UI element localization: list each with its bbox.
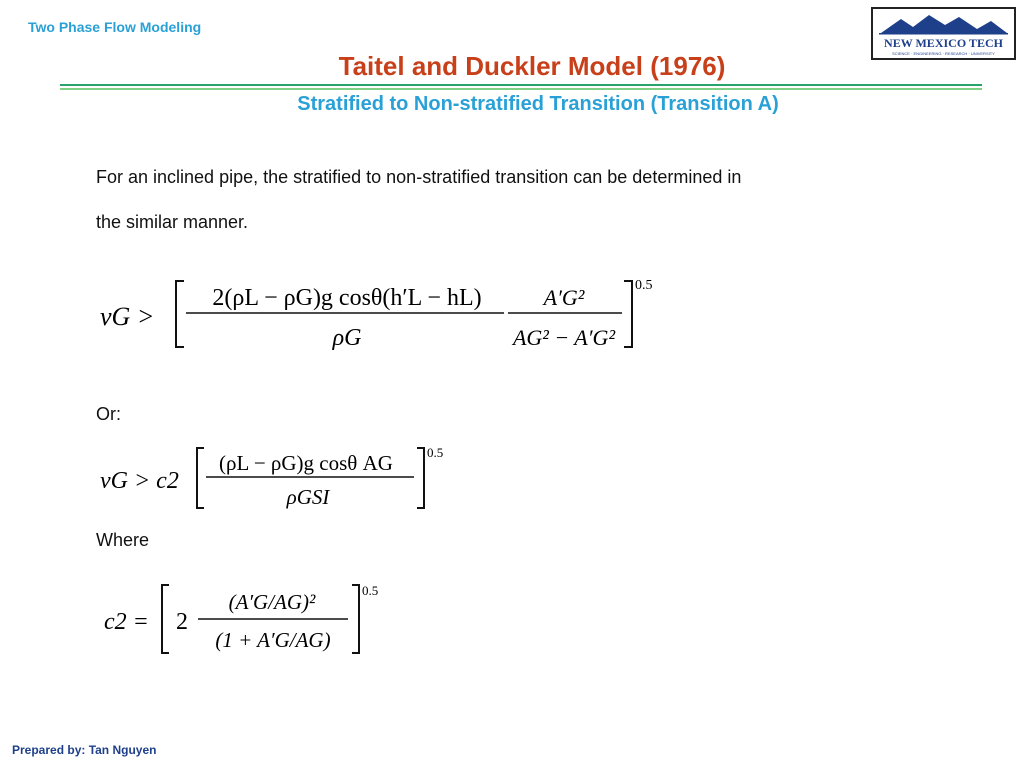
eq3-lhs: c2 = — [104, 609, 149, 635]
eq1-numerator: 2(ρL − ρG)g cosθ(h′L − hL) — [212, 285, 482, 311]
intro-text-line-2: the similar manner. — [96, 212, 249, 232]
eq2-denominator: ρGSI — [286, 485, 330, 509]
title-divider-bottom — [60, 88, 982, 90]
eq3-coefficient: 2 — [176, 609, 188, 635]
eq2-numerator: (ρL − ρG)g cosθ AG — [219, 451, 393, 475]
eq1-factor-numerator: A′G² — [543, 285, 585, 310]
eq1-denominator: ρG — [332, 325, 362, 351]
eq1-exponent: 0.5 — [635, 278, 653, 293]
eq3-exponent: 0.5 — [362, 583, 379, 598]
logo-tagline: SCIENCE · ENGINEERING · RESEARCH · UNIVERSITY — [892, 51, 995, 56]
where-label: Where — [96, 530, 150, 550]
eq2-exponent: 0.5 — [427, 445, 444, 460]
slide-title: Taitel and Duckler Model (1976) — [338, 51, 726, 81]
eq3-numerator: (A′G/AG)² — [228, 590, 316, 614]
slide-subtitle: Stratified to Non-stratified Transition (Transition A) — [297, 93, 779, 115]
footer-credit: Prepared by: Tan Nguyen — [12, 743, 157, 757]
equation-1 — [96, 265, 676, 360]
eq3-denominator: (1 + A′G/AG) — [215, 628, 331, 652]
equation-2 — [96, 440, 476, 520]
course-header: Two Phase Flow Modeling — [28, 19, 202, 35]
intro-text-line-1: For an inclined pipe, the stratified to non-stratified transition can be determined in — [96, 167, 742, 187]
eq1-factor-denominator: AG² − A′G² — [512, 325, 616, 350]
eq1-lhs: νG > — [100, 302, 155, 331]
eq2-lhs: νG > c2 — [100, 468, 179, 494]
logo-name: NEW MEXICO TECH — [884, 36, 1003, 50]
or-label: Or: — [96, 404, 121, 424]
title-divider-top — [60, 84, 982, 86]
equation-3 — [96, 577, 416, 662]
